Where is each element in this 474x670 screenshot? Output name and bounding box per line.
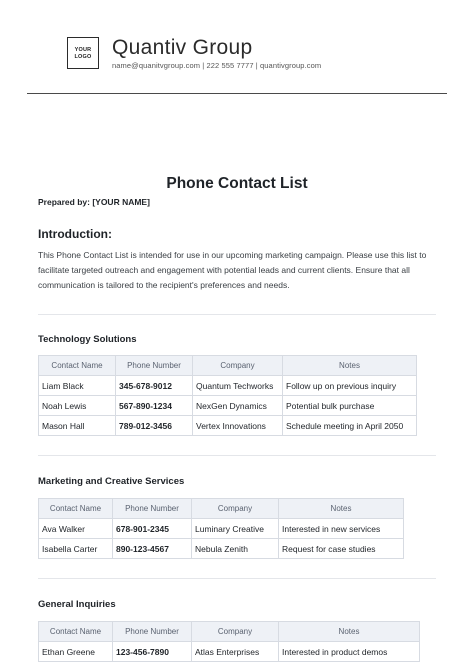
table-header-row bbox=[39, 356, 417, 376]
prepared-by: Prepared by: [YOUR NAME] bbox=[38, 197, 150, 207]
company-logo bbox=[67, 37, 99, 69]
contact-name: Liam Black bbox=[39, 376, 116, 396]
table-header-row bbox=[39, 622, 420, 642]
contact-name: Isabella Carter bbox=[39, 539, 113, 559]
table-row bbox=[39, 519, 404, 539]
column-header-notes: Notes bbox=[279, 622, 420, 642]
contacts-table-technology bbox=[38, 355, 417, 436]
document-title: Phone Contact List bbox=[166, 175, 308, 192]
notes-cell: Request for case studies bbox=[279, 539, 404, 559]
table-row bbox=[39, 416, 417, 436]
section-title-general: General Inquiries bbox=[38, 599, 116, 610]
column-header-phone-number: Phone Number bbox=[116, 356, 193, 376]
notes-cell: Potential bulk purchase bbox=[283, 396, 417, 416]
phone-number[interactable]: 890-123-4567 bbox=[113, 539, 192, 559]
contact-name: Ethan Greene bbox=[39, 642, 113, 662]
table-row bbox=[39, 539, 404, 559]
contact-name: Ava Walker bbox=[39, 519, 113, 539]
logo-text-line2: LOGO bbox=[74, 53, 92, 60]
section-divider bbox=[38, 314, 436, 315]
table-row bbox=[39, 642, 420, 662]
phone-number[interactable]: 789-012-3456 bbox=[116, 416, 193, 436]
section-divider bbox=[38, 455, 436, 456]
contact-name: Noah Lewis bbox=[39, 396, 116, 416]
column-header-notes: Notes bbox=[283, 356, 417, 376]
phone-number[interactable]: 678-901-2345 bbox=[113, 519, 192, 539]
notes-cell: Schedule meeting in April 2050 bbox=[283, 416, 417, 436]
section-divider bbox=[38, 578, 436, 579]
company-cell: Atlas Enterprises bbox=[192, 642, 279, 662]
intro-heading: Introduction: bbox=[38, 227, 112, 241]
intro-paragraph: This Phone Contact List is intended for use in our upcoming marketing campaign. Please use this list to facilitate targeted outreach and engagement with potential leads and current clients. Ensure that all communication is tailored to the recipient's preferences and needs. bbox=[38, 250, 427, 290]
column-header-contact-name: Contact Name bbox=[39, 622, 113, 642]
notes-cell: Interested in product demos bbox=[279, 642, 420, 662]
column-header-notes: Notes bbox=[279, 499, 404, 519]
column-header-company: Company bbox=[193, 356, 283, 376]
contacts-table-marketing bbox=[38, 498, 404, 559]
header-divider bbox=[27, 93, 447, 94]
section-title-marketing: Marketing and Creative Services bbox=[38, 476, 185, 487]
phone-number[interactable]: 123-456-7890 bbox=[113, 642, 192, 662]
section-title-technology: Technology Solutions bbox=[38, 334, 137, 345]
notes-cell: Interested in new services bbox=[279, 519, 404, 539]
company-cell: Luminary Creative bbox=[192, 519, 279, 539]
phone-number[interactable]: 345-678-9012 bbox=[116, 376, 193, 396]
column-header-phone-number: Phone Number bbox=[113, 622, 192, 642]
column-header-contact-name: Contact Name bbox=[39, 356, 116, 376]
column-header-contact-name: Contact Name bbox=[39, 499, 113, 519]
contacts-table-general bbox=[38, 621, 420, 662]
table-header-row bbox=[39, 499, 404, 519]
notes-cell: Follow up on previous inquiry bbox=[283, 376, 417, 396]
company-cell: Quantum Techworks bbox=[193, 376, 283, 396]
column-header-phone-number: Phone Number bbox=[113, 499, 192, 519]
company-cell: Nebula Zenith bbox=[192, 539, 279, 559]
logo-text-line1: YOUR bbox=[74, 46, 92, 53]
company-cell: NexGen Dynamics bbox=[193, 396, 283, 416]
company-name: Quantiv Group bbox=[112, 36, 253, 59]
contact-name: Mason Hall bbox=[39, 416, 116, 436]
company-cell: Vertex Innovations bbox=[193, 416, 283, 436]
column-header-company: Company bbox=[192, 499, 279, 519]
table-row bbox=[39, 376, 417, 396]
phone-number[interactable]: 567-890-1234 bbox=[116, 396, 193, 416]
column-header-company: Company bbox=[192, 622, 279, 642]
table-row bbox=[39, 396, 417, 416]
company-contact-line: name@quanitvgroup.com | 222 555 7777 | quantivgroup.com bbox=[112, 61, 322, 70]
